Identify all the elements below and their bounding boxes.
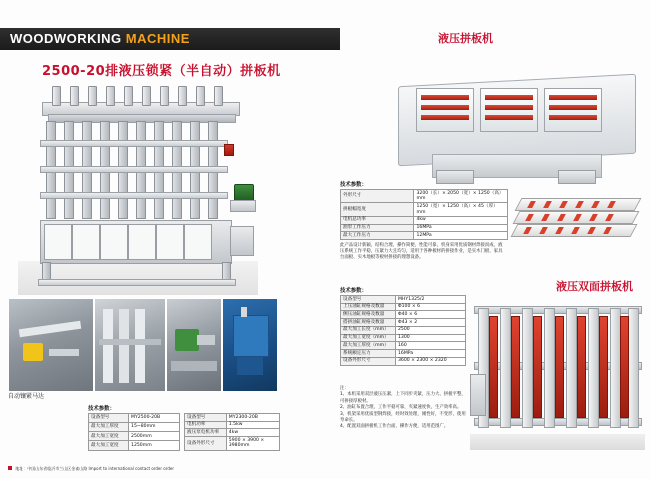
cell-key: 电机功率 (185, 421, 227, 429)
cell-val: 2500mm (129, 432, 180, 441)
footer-note-text: 地址：中国山东省临沂市兰山区金雀山路 Import to international contact order order (15, 466, 174, 471)
photo-detail-2 (94, 298, 166, 392)
header-band (0, 28, 340, 50)
caption-top-right: 液压拼板机 (438, 32, 493, 45)
cell-val: 16MPa (414, 224, 508, 232)
spec-bottom-left (88, 404, 280, 466)
cell-key: 设备外形尺寸 (341, 357, 396, 365)
spec-table-top-right (340, 189, 508, 240)
motor-mount (230, 200, 256, 212)
cell-val: 15~80mm (129, 423, 180, 432)
cell-key: 最大加工宽度（mm） (341, 334, 396, 342)
photo-strip-label: 自动镶紧马达 (8, 393, 45, 400)
cell-key: 设备外形尺寸 (185, 437, 227, 450)
floor-shadow-2 (470, 434, 645, 450)
cell-val: 1.5kw (226, 421, 279, 429)
cell-key: 设备型号 (185, 414, 227, 422)
cell-val: MHY1325/2 (396, 296, 466, 304)
panel-layer-1 (515, 198, 642, 211)
spec-mid-right-notes (340, 386, 466, 431)
cell-val: 16MPa (396, 350, 466, 358)
footer-note (8, 466, 174, 472)
panel-layer-2 (513, 211, 640, 224)
cell-val: 160 (396, 342, 466, 350)
machine-illustration-double-sided (470, 300, 645, 450)
cell-key: 设备型号 (341, 296, 396, 304)
spec-table-left (88, 413, 180, 451)
spec-top-right-note: 此产品设计新颖，结构合理，操作简便，性能可靠，机身采用优质钢材焊接而成，液压系统工作平稳，压紧力大且均匀，适用于各种板材的拼接作业，是实木门板、家具台面板、实木地板等板材拼接的理想设备。 (340, 243, 503, 261)
note-line: 3、机架采用优质型钢焊接，经时效处理，刚性好，不变形，使用寿命长。 (340, 411, 466, 423)
joiner-leg-right (558, 170, 596, 184)
cell-key: 最大加工厚度 (89, 423, 129, 432)
cell-val: 2500 (396, 326, 466, 334)
spec-table-mid-right (340, 295, 466, 366)
cell-key: 系统额定压力 (341, 350, 396, 358)
photo-detail-3 (166, 298, 222, 392)
photo-strip (8, 298, 276, 400)
note-line: 4、配置双面拼板机工作台面，操作方便，适用范围广。 (340, 424, 449, 430)
cell-key: 搭拼油缸规格及数量 (341, 319, 396, 327)
cell-val: 3200（长）× 2050（宽）× 1250（高）mm (414, 190, 508, 203)
cell-val: 4kw (226, 429, 279, 437)
spec-top-right-title: 技术参数： (340, 182, 367, 188)
note-line: 2、油缸布置合理，工作平稳可靠，夹紧速度快，生产效率高。 (340, 405, 462, 411)
brand-title (10, 31, 190, 46)
cell-key: 最大工作压力 (341, 232, 414, 240)
cell-key: 外形尺寸 (341, 190, 414, 203)
spec-mid-right (340, 286, 466, 378)
footer-marker-icon (8, 466, 12, 470)
photo-detail-1 (8, 298, 94, 392)
photo-detail-4 (222, 298, 278, 392)
cell-val: 1250mm (129, 441, 180, 450)
spec-table-right (184, 413, 280, 451)
panel-layer-3 (511, 224, 638, 237)
brand-title-right: MACHINE (125, 31, 190, 46)
base-rail (38, 279, 236, 286)
spec-top-right (340, 180, 508, 276)
joiner-cell-3 (544, 88, 602, 132)
cell-key: 最大加工宽度 (89, 441, 129, 450)
cell-val: 1300 (396, 334, 466, 342)
spec-bottom-left-title: 技术参数： (88, 406, 115, 412)
cell-key: 拼板幅宽度 (341, 203, 414, 216)
cross-member-1 (40, 140, 228, 147)
cell-val: 1250（宽）× 1250（高）× 45（厚）mm (414, 203, 508, 216)
red-valve (224, 144, 234, 156)
cell-key: 最大加工厚度（mm） (341, 342, 396, 350)
machine-illustration-main (18, 80, 258, 295)
cell-val: MY2500-20B (129, 414, 180, 423)
cell-val: 4kw (414, 216, 508, 224)
cell-key: 液压泵电机功率 (185, 429, 227, 437)
cell-val: Φ100 × 6 (396, 303, 466, 311)
machine-illustration-joiner (392, 58, 642, 186)
cross-member-2 (40, 166, 228, 173)
cell-val: 12MPa (414, 232, 508, 240)
cell-key: 最大加工宽度 (89, 432, 129, 441)
joiner-cell-1 (416, 88, 474, 132)
cell-key: 上压油缸规格及数量 (341, 303, 396, 311)
cell-val: MY2300-20B (226, 414, 279, 422)
page-title: 2500-20排液压锁紧（半自动）拼板机 (42, 64, 281, 79)
cell-key: 电机总功率 (341, 216, 414, 224)
cross-member-3 (40, 192, 228, 199)
hydraulic-tank (230, 226, 254, 256)
cell-key: 侧压油缸规格及数量 (341, 311, 396, 319)
brand-title-left: WOODWORKING (10, 31, 122, 46)
panel-stack-illustration (512, 196, 640, 252)
cell-val: Φ40 × 6 (396, 311, 466, 319)
cell-key: 设备型号 (89, 414, 129, 423)
cell-key: 油泵工作压力 (341, 224, 414, 232)
note-line: 1、本机采用双层液压压紧，上下同步夹紧，压力大、拼板平整，可拼接厚板材。 (340, 392, 466, 404)
cell-key: 最大加工长度（mm） (341, 326, 396, 334)
joiner-cell-2 (480, 88, 538, 132)
cell-val: 5900 × 3900 × 3980mm (226, 437, 279, 450)
control-cabinet (470, 374, 486, 416)
caption-bottom-right: 液压双面拼板机 (556, 280, 633, 293)
note-line: 注： (340, 386, 349, 391)
spec-mid-right-title: 技术参数： (340, 288, 367, 294)
cell-val: Φ43 × 2 (396, 319, 466, 327)
cell-val: 3600 × 2300 × 2320 (396, 357, 466, 365)
